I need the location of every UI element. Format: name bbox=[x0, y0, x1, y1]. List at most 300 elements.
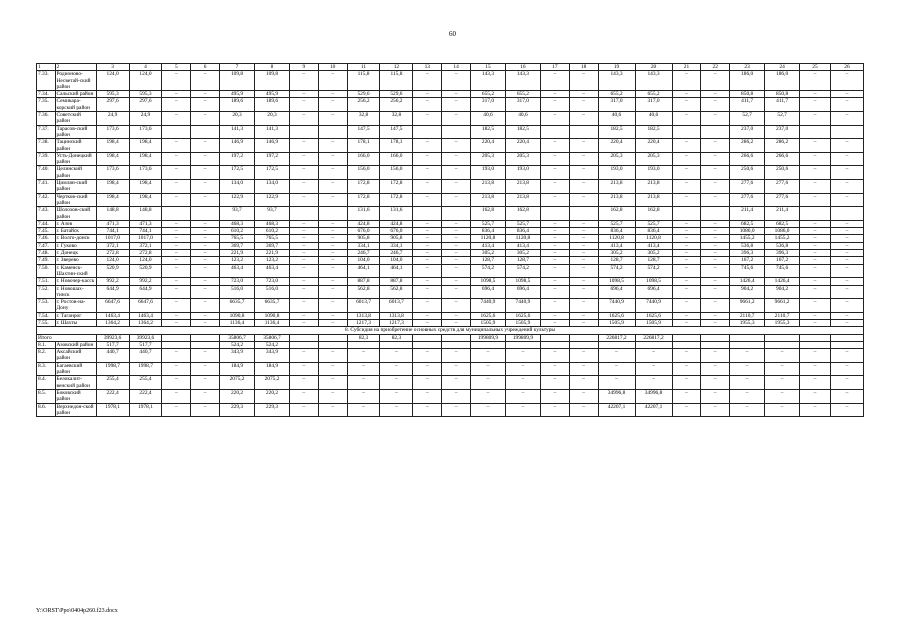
value-cell: 682,5 bbox=[730, 220, 765, 227]
row-number-cell: 7.52. bbox=[37, 285, 56, 299]
value-cell: – bbox=[672, 235, 701, 242]
value-cell: – bbox=[413, 376, 442, 390]
value-cell: – bbox=[540, 98, 569, 112]
value-cell: – bbox=[765, 403, 800, 417]
value-cell: 6013,7 bbox=[380, 299, 413, 313]
value-cell: – bbox=[442, 152, 471, 166]
territory-name-cell: г. Новочер-касск bbox=[56, 278, 95, 285]
value-cell: – bbox=[540, 139, 569, 153]
value-cell bbox=[540, 334, 569, 341]
value-cell: 682,5 bbox=[765, 220, 800, 227]
value-cell: 198,4 bbox=[96, 152, 129, 166]
value-cell: 676,0 bbox=[380, 228, 413, 235]
value-cell: 109,8 bbox=[255, 71, 290, 91]
value-cell: 19 bbox=[598, 64, 635, 71]
value-cell: – bbox=[162, 312, 191, 319]
value-cell: – bbox=[413, 166, 442, 180]
value-cell: – bbox=[162, 299, 191, 313]
value-cell: 104,0 bbox=[380, 257, 413, 264]
value-cell: 286,2 bbox=[730, 139, 765, 153]
section-row bbox=[37, 327, 864, 334]
value-cell: 220,4 bbox=[598, 139, 635, 153]
value-cell: 147,5 bbox=[347, 125, 380, 139]
value-cell bbox=[380, 341, 413, 348]
value-cell: 122,9 bbox=[255, 193, 290, 207]
value-cell: 172,5 bbox=[255, 166, 290, 180]
value-cell: – bbox=[830, 278, 863, 285]
value-cell: – bbox=[470, 349, 505, 363]
territory-name-cell: Шолохов-ский район bbox=[55, 207, 96, 221]
value-cell bbox=[318, 207, 347, 221]
territory-name-cell: г. Новошах-тинск bbox=[55, 285, 96, 299]
value-cell bbox=[413, 207, 442, 221]
value-cell: 745,6 bbox=[765, 264, 800, 278]
value-cell: 1136,4 bbox=[255, 319, 290, 326]
value-cell bbox=[800, 341, 831, 348]
value-cell: 471,3 bbox=[129, 220, 162, 227]
value-cell bbox=[191, 125, 220, 139]
value-cell: 178,1 bbox=[347, 139, 380, 153]
value-cell: – bbox=[701, 376, 730, 390]
value-cell: – bbox=[672, 403, 701, 417]
value-cell: – bbox=[318, 362, 347, 376]
value-cell: 221,9 bbox=[220, 250, 255, 257]
value-cell: – bbox=[701, 112, 730, 126]
value-cell: – bbox=[701, 220, 730, 227]
value-cell: 220,4 bbox=[635, 139, 672, 153]
value-cell: – bbox=[413, 235, 442, 242]
value-cell: 2110,7 bbox=[765, 312, 800, 319]
value-cell: – bbox=[765, 349, 800, 363]
value-cell bbox=[191, 334, 220, 341]
value-cell: – bbox=[442, 312, 471, 319]
value-cell: – bbox=[191, 180, 220, 194]
value-cell: 610,2 bbox=[255, 228, 290, 235]
value-cell: 524,2 bbox=[220, 341, 255, 348]
value-cell: 277,6 bbox=[730, 193, 765, 207]
value-cell: – bbox=[701, 235, 730, 242]
value-cell: 198,4 bbox=[96, 193, 129, 207]
value-cell: 644,9 bbox=[96, 285, 129, 299]
value-cell: – bbox=[800, 278, 831, 285]
value-cell: – bbox=[701, 152, 730, 166]
value-cell: – bbox=[598, 349, 635, 363]
value-cell: 182,5 bbox=[470, 125, 505, 139]
value-cell: – bbox=[318, 264, 347, 278]
value-cell: – bbox=[569, 312, 598, 319]
value-cell: 1136,4 bbox=[220, 319, 255, 326]
value-cell: – bbox=[470, 389, 505, 403]
value-cell: 193,0 bbox=[598, 166, 635, 180]
value-cell: 266,6 bbox=[765, 152, 800, 166]
value-cell: – bbox=[800, 389, 831, 403]
table-row bbox=[37, 389, 864, 403]
value-cell: 424,8 bbox=[380, 220, 413, 227]
value-cell: 18 bbox=[569, 64, 598, 71]
value-cell: – bbox=[830, 193, 863, 207]
value-cell: – bbox=[380, 403, 413, 417]
value-cell: 16 bbox=[505, 64, 540, 71]
value-cell: 193,0 bbox=[505, 166, 540, 180]
value-cell bbox=[830, 125, 863, 139]
value-cell: 1625,6 bbox=[470, 312, 505, 319]
value-cell: – bbox=[380, 389, 413, 403]
value-cell: – bbox=[442, 264, 471, 278]
value-cell: 574,2 bbox=[505, 264, 540, 278]
value-cell: 186,0 bbox=[730, 71, 765, 91]
value-cell: – bbox=[701, 166, 730, 180]
value-cell: 904,2 bbox=[765, 285, 800, 299]
value-cell: 11 bbox=[347, 64, 380, 71]
value-cell: – bbox=[830, 403, 863, 417]
value-cell bbox=[442, 334, 471, 341]
value-cell: 213,8 bbox=[505, 193, 540, 207]
value-cell: – bbox=[800, 250, 831, 257]
value-cell bbox=[413, 334, 442, 341]
value-cell: – bbox=[162, 228, 191, 235]
value-cell: – bbox=[569, 299, 598, 313]
value-cell: 205,3 bbox=[505, 152, 540, 166]
value-cell: – bbox=[413, 152, 442, 166]
value-cell: – bbox=[800, 242, 831, 249]
value-cell: 166,0 bbox=[347, 152, 380, 166]
value-cell: – bbox=[830, 166, 863, 180]
value-cell: 34996,8 bbox=[635, 389, 672, 403]
value-cell bbox=[830, 207, 863, 221]
value-cell: 7440,9 bbox=[505, 299, 540, 313]
value-cell: 655,2 bbox=[635, 91, 672, 98]
value-cell bbox=[289, 334, 318, 341]
table-row bbox=[37, 278, 864, 285]
value-cell: – bbox=[672, 242, 701, 249]
value-cell: 255,4 bbox=[96, 376, 129, 390]
value-cell: 655,2 bbox=[505, 91, 540, 98]
value-cell: – bbox=[701, 98, 730, 112]
value-cell: 1625,6 bbox=[505, 312, 540, 319]
value-cell: 574,2 bbox=[598, 264, 635, 278]
value-cell: 128,7 bbox=[505, 257, 540, 264]
row-number-cell: 7.44. bbox=[37, 220, 56, 227]
table-row bbox=[37, 403, 864, 417]
value-cell: – bbox=[380, 349, 413, 363]
table-row bbox=[37, 152, 864, 166]
table-row bbox=[37, 207, 864, 221]
value-cell: – bbox=[442, 362, 471, 376]
value-cell: 574,2 bbox=[470, 264, 505, 278]
value-cell: 123,2 bbox=[220, 257, 255, 264]
value-cell: – bbox=[672, 112, 701, 126]
row-number-cell: 7.54. bbox=[37, 312, 56, 319]
value-cell: – bbox=[635, 349, 672, 363]
value-cell: – bbox=[569, 242, 598, 249]
value-cell: – bbox=[672, 349, 701, 363]
value-cell: – bbox=[413, 257, 442, 264]
value-cell: – bbox=[289, 257, 318, 264]
value-cell: – bbox=[672, 180, 701, 194]
value-cell: 172,8 bbox=[380, 193, 413, 207]
territory-name-cell: Боковский район bbox=[55, 389, 96, 403]
value-cell: 1998,7 bbox=[96, 362, 129, 376]
row-number-cell: 7.46. bbox=[37, 235, 56, 242]
value-cell: 463,4 bbox=[255, 264, 290, 278]
row-number-cell: 7.38. bbox=[37, 139, 56, 153]
value-cell: 6013,7 bbox=[347, 299, 380, 313]
table-row bbox=[37, 250, 864, 257]
value-cell: 6 bbox=[191, 64, 220, 71]
value-cell: – bbox=[672, 91, 701, 98]
value-cell: – bbox=[442, 278, 471, 285]
value-cell: 122,9 bbox=[220, 193, 255, 207]
value-cell bbox=[765, 334, 800, 341]
value-cell: 14 bbox=[442, 64, 471, 71]
value-cell: 277,6 bbox=[730, 180, 765, 194]
value-cell: 305,2 bbox=[470, 250, 505, 257]
value-cell: 992,2 bbox=[96, 278, 129, 285]
value-cell: – bbox=[672, 312, 701, 319]
value-cell: 220,4 bbox=[505, 139, 540, 153]
value-cell: – bbox=[442, 242, 471, 249]
value-cell: – bbox=[672, 98, 701, 112]
value-cell: 850,8 bbox=[765, 91, 800, 98]
value-cell: 3 bbox=[96, 64, 129, 71]
value-cell: – bbox=[289, 362, 318, 376]
value-cell bbox=[540, 125, 569, 139]
value-cell: 7440,9 bbox=[470, 299, 505, 313]
value-cell: 42207,1 bbox=[635, 403, 672, 417]
value-cell: 172,5 bbox=[220, 166, 255, 180]
value-cell bbox=[701, 334, 730, 341]
value-cell: – bbox=[672, 220, 701, 227]
value-cell: 1120,8 bbox=[470, 235, 505, 242]
value-cell: 146,9 bbox=[220, 139, 255, 153]
value-cell: 124,0 bbox=[129, 71, 162, 91]
value-cell: – bbox=[830, 98, 863, 112]
value-cell: – bbox=[569, 112, 598, 126]
value-cell: – bbox=[318, 250, 347, 257]
value-cell: – bbox=[413, 139, 442, 153]
value-cell: 124,0 bbox=[129, 257, 162, 264]
value-cell: 128,7 bbox=[470, 257, 505, 264]
value-cell: 836,4 bbox=[470, 228, 505, 235]
row-number-cell: 7.34. bbox=[37, 91, 56, 98]
value-cell: 471,3 bbox=[96, 220, 129, 227]
value-cell bbox=[540, 207, 569, 221]
value-cell: 1098,5 bbox=[598, 278, 635, 285]
value-cell: 1426,4 bbox=[730, 278, 765, 285]
value-cell bbox=[672, 207, 701, 221]
value-cell: – bbox=[672, 166, 701, 180]
value-cell bbox=[672, 341, 701, 348]
value-cell: 156,0 bbox=[347, 166, 380, 180]
value-cell: 413,4 bbox=[598, 242, 635, 249]
value-cell bbox=[569, 334, 598, 341]
territory-name-cell: г. Каменск-Шахтин-ский bbox=[55, 264, 96, 278]
value-cell bbox=[598, 341, 635, 348]
value-cell: – bbox=[289, 180, 318, 194]
value-cell: – bbox=[830, 250, 863, 257]
value-cell: 205,3 bbox=[598, 152, 635, 166]
value-cell: – bbox=[289, 91, 318, 98]
territory-name-cell: г. Ростов-на-Дону bbox=[55, 299, 96, 313]
value-cell: 128,7 bbox=[598, 257, 635, 264]
value-cell: 52,7 bbox=[730, 112, 765, 126]
table-row bbox=[37, 220, 864, 227]
value-cell: 166,0 bbox=[380, 152, 413, 166]
value-cell bbox=[442, 125, 471, 139]
value-cell: – bbox=[672, 250, 701, 257]
value-cell: – bbox=[701, 319, 730, 326]
territory-name-cell: Багаевский район bbox=[55, 362, 96, 376]
value-cell: 495,9 bbox=[255, 91, 290, 98]
value-cell: – bbox=[442, 91, 471, 98]
value-cell: 205,3 bbox=[635, 152, 672, 166]
value-cell: – bbox=[318, 242, 347, 249]
territory-name-cell: Советский район bbox=[55, 112, 96, 126]
value-cell: – bbox=[347, 389, 380, 403]
value-cell: – bbox=[162, 242, 191, 249]
value-cell: – bbox=[318, 180, 347, 194]
value-cell: 213,8 bbox=[598, 193, 635, 207]
value-cell: 424,8 bbox=[347, 220, 380, 227]
value-cell: – bbox=[442, 403, 471, 417]
value-cell: 1505,9 bbox=[635, 319, 672, 326]
row-number-cell: 7.45. bbox=[37, 228, 56, 235]
value-cell: – bbox=[191, 193, 220, 207]
value-cell: 211,4 bbox=[730, 207, 765, 221]
value-cell: – bbox=[672, 278, 701, 285]
value-cell: – bbox=[413, 180, 442, 194]
territory-name-cell: г. Азов bbox=[55, 220, 96, 227]
value-cell: 277,6 bbox=[765, 193, 800, 207]
value-cell: – bbox=[442, 228, 471, 235]
value-cell: 184,9 bbox=[255, 362, 290, 376]
territory-name-cell: Белокалит-венский район bbox=[55, 376, 96, 390]
value-cell: – bbox=[540, 257, 569, 264]
value-cell: – bbox=[470, 376, 505, 390]
value-cell: – bbox=[191, 376, 220, 390]
value-cell: – bbox=[289, 349, 318, 363]
value-cell: – bbox=[701, 91, 730, 98]
value-cell: – bbox=[830, 91, 863, 98]
value-cell: – bbox=[289, 98, 318, 112]
value-cell: – bbox=[318, 152, 347, 166]
value-cell: 1090,8 bbox=[255, 312, 290, 319]
value-cell: 517,7 bbox=[96, 341, 129, 348]
value-cell: – bbox=[413, 285, 442, 299]
value-cell: 237,0 bbox=[765, 125, 800, 139]
row-number-cell: 8.6. bbox=[37, 403, 56, 417]
value-cell: 13 bbox=[413, 64, 442, 71]
value-cell: – bbox=[800, 285, 831, 299]
value-cell: – bbox=[318, 235, 347, 242]
value-cell: – bbox=[800, 180, 831, 194]
territory-name-cell: Усть-Донецкий район bbox=[55, 152, 96, 166]
table-row bbox=[37, 257, 864, 264]
value-cell: – bbox=[413, 362, 442, 376]
territory-name-cell: Азовский район bbox=[55, 341, 96, 348]
value-cell: 343,9 bbox=[255, 349, 290, 363]
value-cell: – bbox=[191, 278, 220, 285]
value-cell: 211,4 bbox=[765, 207, 800, 221]
table-row bbox=[37, 166, 864, 180]
value-cell: 2075,2 bbox=[220, 376, 255, 390]
row-number-cell: 7.53. bbox=[37, 299, 56, 313]
value-cell: – bbox=[162, 349, 191, 363]
value-cell: – bbox=[800, 71, 831, 91]
value-cell: – bbox=[289, 139, 318, 153]
value-cell: – bbox=[635, 362, 672, 376]
value-cell: 23 bbox=[730, 64, 765, 71]
value-cell: 411,7 bbox=[730, 98, 765, 112]
value-cell: – bbox=[162, 285, 191, 299]
value-cell bbox=[540, 341, 569, 348]
value-cell: – bbox=[318, 98, 347, 112]
value-cell bbox=[289, 341, 318, 348]
value-cell bbox=[730, 334, 765, 341]
value-cell: 39923,6 bbox=[96, 334, 129, 341]
value-cell: 35806,7 bbox=[255, 334, 290, 341]
value-cell: 745,6 bbox=[730, 264, 765, 278]
value-cell: 221,9 bbox=[255, 250, 290, 257]
value-cell: – bbox=[800, 312, 831, 319]
value-cell: – bbox=[162, 403, 191, 417]
value-cell: – bbox=[191, 362, 220, 376]
value-cell: – bbox=[540, 264, 569, 278]
territory-name-cell: г. Батайск bbox=[55, 228, 96, 235]
value-cell: 1455,2 bbox=[765, 235, 800, 242]
value-cell: 173,6 bbox=[129, 125, 162, 139]
value-cell: – bbox=[318, 299, 347, 313]
value-cell: 173,6 bbox=[129, 166, 162, 180]
value-cell: 6647,6 bbox=[129, 299, 162, 313]
value-cell: – bbox=[442, 71, 471, 91]
value-cell: 220,4 bbox=[470, 139, 505, 153]
value-cell bbox=[289, 207, 318, 221]
value-cell: 765,5 bbox=[220, 235, 255, 242]
value-cell: – bbox=[730, 403, 765, 417]
table-row bbox=[37, 319, 864, 326]
value-cell: 286,2 bbox=[765, 139, 800, 153]
value-cell: 536,8 bbox=[765, 242, 800, 249]
value-cell: – bbox=[701, 278, 730, 285]
value-cell: 198,4 bbox=[129, 180, 162, 194]
value-cell: 34996,8 bbox=[598, 389, 635, 403]
value-cell: 162,8 bbox=[598, 207, 635, 221]
value-cell: 39923,6 bbox=[129, 334, 162, 341]
value-cell: – bbox=[672, 319, 701, 326]
value-cell: 156,0 bbox=[380, 166, 413, 180]
value-cell: 1463,4 bbox=[129, 312, 162, 319]
value-cell: – bbox=[730, 376, 765, 390]
value-cell: 411,7 bbox=[765, 98, 800, 112]
value-cell: – bbox=[701, 299, 730, 313]
table-row bbox=[37, 193, 864, 207]
value-cell: 413,4 bbox=[470, 242, 505, 249]
value-cell: – bbox=[505, 389, 540, 403]
value-cell: – bbox=[830, 349, 863, 363]
value-cell: 1426,4 bbox=[765, 278, 800, 285]
value-cell: – bbox=[318, 403, 347, 417]
value-cell: – bbox=[470, 362, 505, 376]
value-cell: – bbox=[162, 193, 191, 207]
value-cell: 297,6 bbox=[129, 98, 162, 112]
value-cell: 24 bbox=[765, 64, 800, 71]
value-cell: 468,3 bbox=[255, 220, 290, 227]
value-cell: 396,3 bbox=[730, 250, 765, 257]
value-cell: 134,0 bbox=[255, 180, 290, 194]
value-cell: 765,5 bbox=[255, 235, 290, 242]
value-cell: – bbox=[347, 403, 380, 417]
